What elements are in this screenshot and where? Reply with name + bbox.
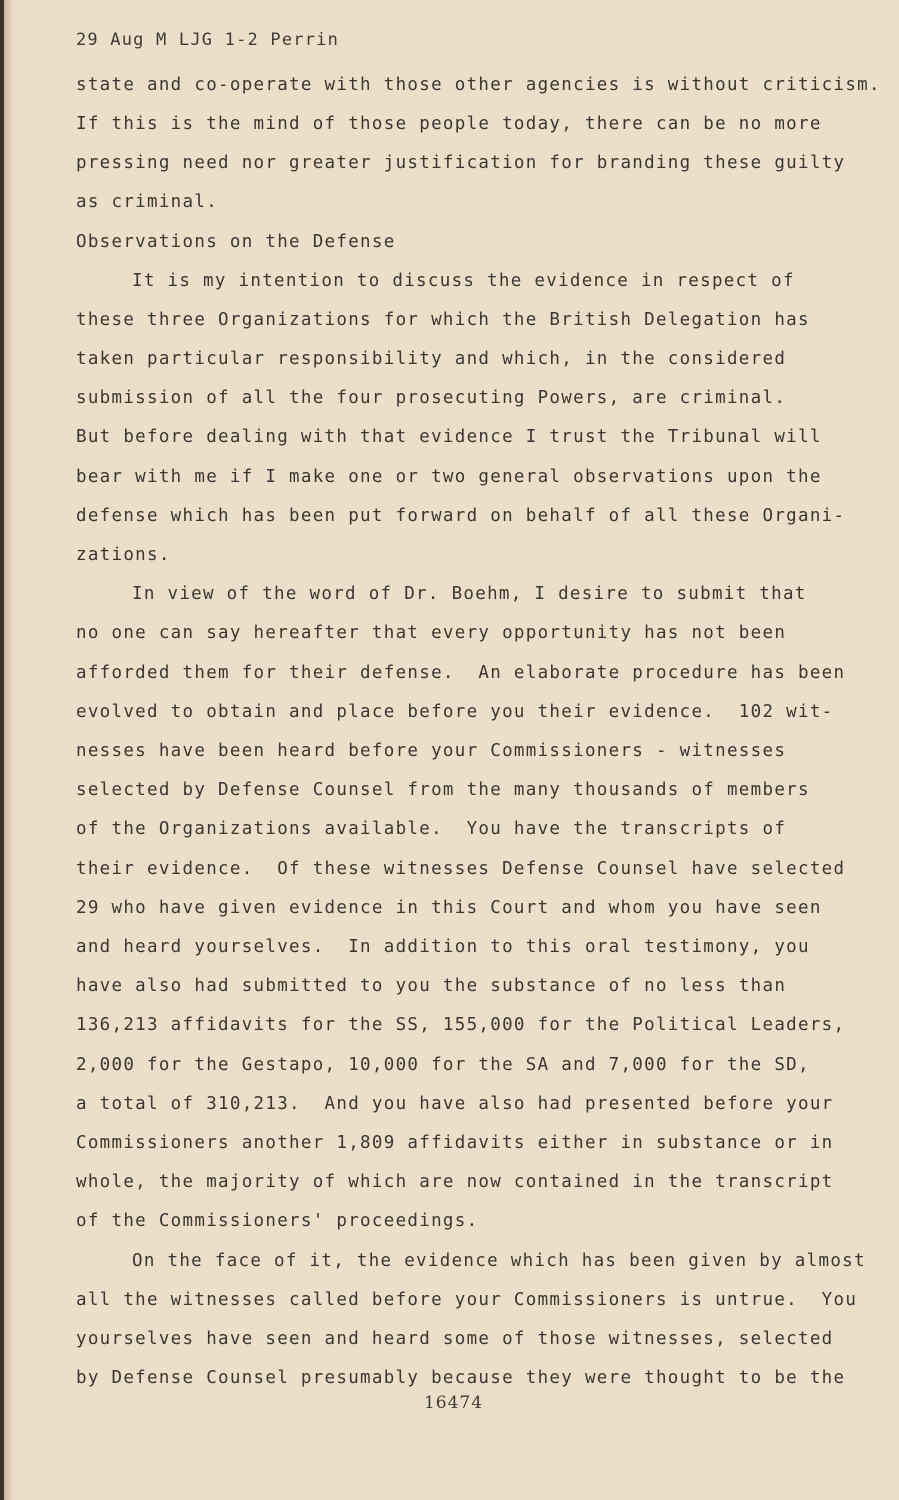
text-line: evolved to obtain and place before you their evidence. 102 wit-	[76, 702, 834, 722]
text-line: submission of all the four prosecuting Powers, are criminal.	[76, 388, 787, 408]
text-line: whole, the majority of which are now contained in the transcript	[76, 1172, 834, 1192]
text-line: of the Organizations available. You have the transcripts of	[76, 819, 787, 839]
text-line: taken particular responsibility and which, in the considered	[76, 349, 787, 369]
page-header: 29 Aug M LJG 1-2 Perrin	[76, 30, 340, 50]
text-line: no one can say hereafter that every opportunity has not been	[76, 623, 787, 643]
text-line: by Defense Counsel presumably because they were thought to be the	[76, 1368, 846, 1388]
text-line: and heard yourselves. In addition to this oral testimony, you	[76, 937, 810, 957]
text-line: have also had submitted to you the substance of no less than	[76, 976, 787, 996]
section-heading: Observations on the Defense	[76, 232, 396, 252]
text-line: their evidence. Of these witnesses Defense Counsel have selected	[76, 859, 846, 879]
text-line: Commissioners another 1,809 affidavits either in substance or in	[76, 1133, 834, 1153]
text-line: 2,000 for the Gestapo, 10,000 for the SA and 7,000 for the SD,	[76, 1055, 810, 1075]
text-line: state and co-operate with those other agencies is without criticism.	[76, 75, 881, 95]
text-line: 136,213 affidavits for the SS, 155,000 for the Political Leaders,	[76, 1015, 846, 1035]
text-line: a total of 310,213. And you have also had presented before your	[76, 1094, 834, 1114]
text-line: 29 who have given evidence in this Court and whom you have seen	[76, 898, 822, 918]
text-line: pressing need nor greater justification for branding these guilty	[76, 153, 846, 173]
page-number: 16474	[423, 1393, 484, 1413]
text-line: It is my intention to discuss the evidence in respect of	[132, 271, 795, 291]
text-line: In view of the word of Dr. Boehm, I desire to submit that	[132, 584, 807, 604]
text-line: selected by Defense Counsel from the many thousands of members	[76, 780, 810, 800]
text-line: defense which has been put forward on behalf of all these Organi-	[76, 506, 846, 526]
text-line: of the Commissioners' proceedings.	[76, 1211, 479, 1231]
text-line: nesses have been heard before your Commissioners - witnesses	[76, 741, 787, 761]
text-line: bear with me if I make one or two general observations upon the	[76, 467, 822, 487]
text-line: But before dealing with that evidence I trust the Tribunal will	[76, 427, 822, 447]
text-line: afforded them for their defense. An elaborate procedure has been	[76, 663, 846, 683]
text-line: zations.	[76, 545, 171, 565]
text-line: all the witnesses called before your Commissioners is untrue. You	[76, 1290, 858, 1310]
text-line: On the face of it, the evidence which has been given by almost	[132, 1251, 866, 1271]
text-line: If this is the mind of those people today, there can be no more	[76, 114, 822, 134]
text-line: as criminal.	[76, 192, 219, 212]
text-line: yourselves have seen and heard some of those witnesses, selected	[76, 1329, 834, 1349]
text-line: these three Organizations for which the British Delegation has	[76, 310, 810, 330]
